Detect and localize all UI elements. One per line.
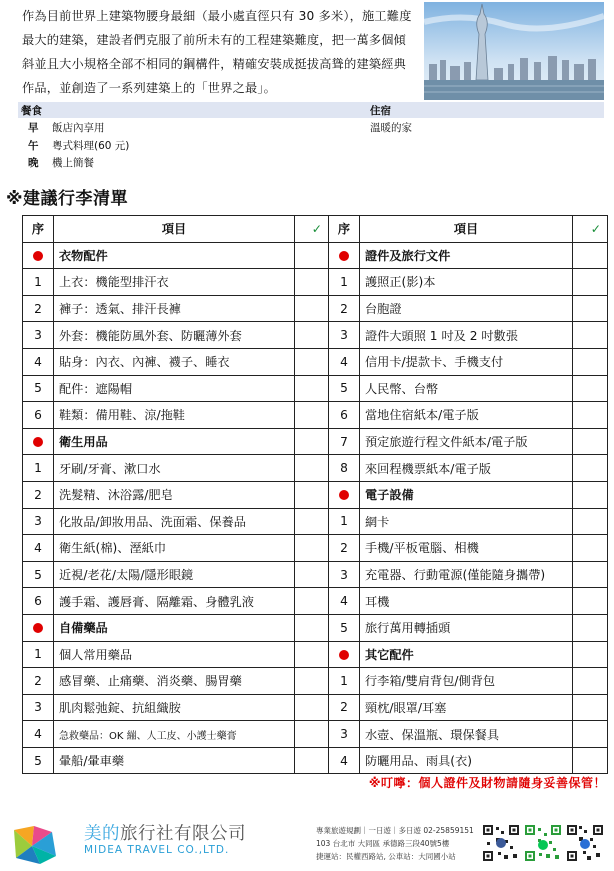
item-number: 2 <box>23 481 54 508</box>
item-text: 護手霜、護唇膏、隔離霜、身體乳液 <box>54 588 295 615</box>
item-text: 當地住宿紙本/電子版 <box>360 402 573 429</box>
meal-label: 午 <box>28 139 39 152</box>
company-name-rest: 旅行社有限公司 <box>120 824 246 844</box>
meal-row-breakfast <box>18 118 604 136</box>
item-number: 2 <box>329 295 360 322</box>
table-row <box>23 269 608 296</box>
item-text: 護照正(影)本 <box>360 269 573 296</box>
table-row <box>23 641 608 668</box>
category-title: 其它配件 <box>360 641 573 668</box>
table-row <box>23 561 608 588</box>
item-text: 感冒藥、止痛藥、消炎藥、腸胃藥 <box>54 668 295 695</box>
item-number: 5 <box>329 375 360 402</box>
check-box[interactable] <box>573 322 608 349</box>
check-box[interactable] <box>295 561 329 588</box>
item-text: 行李箱/雙肩背包/側背包 <box>360 668 573 695</box>
company-logo <box>12 822 76 870</box>
check-box[interactable] <box>573 455 608 482</box>
meal-row-lunch <box>18 136 604 154</box>
category-marker <box>23 614 54 641</box>
item-number: 8 <box>329 455 360 482</box>
item-text: 網卡 <box>360 508 573 535</box>
item-text: 近視/老花/太陽/隱形眼鏡 <box>54 561 295 588</box>
category-marker <box>329 481 360 508</box>
item-text: 防曬用品、雨具(衣) <box>360 747 573 774</box>
item-number: 3 <box>23 322 54 349</box>
check-box[interactable] <box>573 721 608 748</box>
table-row <box>23 402 608 429</box>
item-number: 2 <box>23 668 54 695</box>
item-text: 頸枕/眼罩/耳塞 <box>360 694 573 721</box>
check-box[interactable] <box>295 375 329 402</box>
table-row <box>23 614 608 641</box>
red-dot-icon <box>339 251 349 261</box>
company-info <box>316 824 474 863</box>
qr-code-line[interactable] <box>524 824 562 862</box>
item-number: 4 <box>23 721 54 748</box>
item-number: 3 <box>329 561 360 588</box>
check-box[interactable] <box>573 348 608 375</box>
category-title: 衣物配件 <box>54 242 295 269</box>
table-row <box>23 747 608 774</box>
item-text: 旅行萬用轉插頭 <box>360 614 573 641</box>
item-text: 急救藥品：OK 繃、人工皮、小護士藥膏 <box>54 721 295 748</box>
item-text: 暈船/暈車藥 <box>54 747 295 774</box>
item-text: 化妝品/卸妝用品、洗面霜、保養品 <box>54 508 295 535</box>
item-number: 4 <box>329 588 360 615</box>
meal-value: 粵式料理(60 元) <box>52 139 130 152</box>
item-text: 褲子：透氣、排汗長褲 <box>54 295 295 322</box>
header-check: ✓ <box>573 216 608 243</box>
check-box[interactable] <box>295 641 329 668</box>
item-number: 2 <box>23 295 54 322</box>
item-text: 信用卡/提款卡、手機支付 <box>360 348 573 375</box>
check-box[interactable] <box>295 322 329 349</box>
table-row <box>23 455 608 482</box>
table-row <box>23 721 608 748</box>
company-transit: 捷運站：民權西路站, 公車站：大同國小站 <box>316 852 456 861</box>
table-row <box>23 322 608 349</box>
item-number: 1 <box>329 668 360 695</box>
check-box[interactable] <box>295 721 329 748</box>
item-number: 5 <box>329 614 360 641</box>
check-box[interactable] <box>573 295 608 322</box>
item-number: 5 <box>23 747 54 774</box>
meal-value: 機上簡餐 <box>52 157 94 169</box>
check-box[interactable] <box>295 614 329 641</box>
check-box[interactable] <box>295 588 329 615</box>
red-dot-icon <box>339 650 349 660</box>
table-row <box>23 508 608 535</box>
item-text: 手機/平板電腦、相機 <box>360 535 573 562</box>
header-item: 項目 <box>54 216 295 243</box>
category-title: 自備藥品 <box>54 614 295 641</box>
item-number: 4 <box>23 535 54 562</box>
item-text: 證件大頭照 1 吋及 2 吋數張 <box>360 322 573 349</box>
item-text: 來回程機票紙本/電子版 <box>360 455 573 482</box>
meals-section <box>18 102 604 171</box>
item-text: 洗髮精、沐浴露/肥皂 <box>54 481 295 508</box>
item-number: 6 <box>329 402 360 429</box>
item-number: 7 <box>329 428 360 455</box>
check-box[interactable] <box>295 508 329 535</box>
section-title: ※建議行李清單 <box>6 189 129 209</box>
item-number: 3 <box>329 721 360 748</box>
item-number: 2 <box>329 535 360 562</box>
canton-tower-photo <box>424 2 604 100</box>
item-text: 水壺、保溫瓶、環保餐具 <box>360 721 573 748</box>
item-number: 1 <box>23 455 54 482</box>
check-box[interactable] <box>573 588 608 615</box>
reminder-note: ※叮嚀：個人證件及財物請隨身妥善保管！ <box>368 776 606 790</box>
item-text: 台胞證 <box>360 295 573 322</box>
item-number: 4 <box>329 348 360 375</box>
category-title: 衛生用品 <box>54 428 295 455</box>
table-row <box>23 481 608 508</box>
category-marker <box>329 242 360 269</box>
item-number: 4 <box>329 747 360 774</box>
meal-label: 晚 <box>28 157 39 169</box>
table-row <box>23 242 608 269</box>
check-box[interactable] <box>573 428 608 455</box>
item-number: 2 <box>329 694 360 721</box>
company-name-en: MIDEA TRAVEL CO.,LTD. <box>84 844 230 856</box>
table-row <box>23 348 608 375</box>
check-box[interactable] <box>573 668 608 695</box>
check-box[interactable] <box>295 402 329 429</box>
category-title: 證件及旅行文件 <box>360 242 573 269</box>
category-title: 電子設備 <box>360 481 573 508</box>
red-dot-icon <box>33 623 43 633</box>
check-box[interactable] <box>295 535 329 562</box>
check-box[interactable] <box>295 694 329 721</box>
company-name-prefix: 美的 <box>84 824 120 844</box>
item-text: 人民幣、台幣 <box>360 375 573 402</box>
category-marker <box>329 641 360 668</box>
item-text: 衛生紙(棉)、溼紙巾 <box>54 535 295 562</box>
item-text: 貼身：內衣、內褲、襪子、睡衣 <box>54 348 295 375</box>
item-number: 3 <box>23 508 54 535</box>
table-row <box>23 588 608 615</box>
check-box[interactable] <box>573 614 608 641</box>
company-name <box>84 820 246 845</box>
item-number: 5 <box>23 561 54 588</box>
meals-header-label: 餐食 <box>21 105 42 117</box>
lodging-value: 溫暖的家 <box>370 122 412 134</box>
company-services: 專業旅遊規劃｜一日遊｜多日遊 02-25859151 <box>316 826 474 835</box>
header-check: ✓ <box>295 216 329 243</box>
item-text: 配件：遮陽帽 <box>54 375 295 402</box>
check-box[interactable] <box>573 402 608 429</box>
item-number: 1 <box>23 269 54 296</box>
check-box[interactable] <box>295 348 329 375</box>
check-box[interactable] <box>573 508 608 535</box>
item-text: 耳機 <box>360 588 573 615</box>
packing-list-table <box>22 215 608 774</box>
item-number: 3 <box>23 694 54 721</box>
header-seq: 序 <box>329 216 360 243</box>
qr-code-facebook[interactable] <box>482 824 520 862</box>
category-marker <box>23 242 54 269</box>
category-marker <box>23 428 54 455</box>
red-dot-icon <box>33 437 43 447</box>
check-box[interactable] <box>295 242 329 269</box>
table-row <box>23 694 608 721</box>
check-box[interactable] <box>295 428 329 455</box>
table-row <box>23 375 608 402</box>
item-text: 鞋類：備用鞋、涼/拖鞋 <box>54 402 295 429</box>
header-item: 項目 <box>360 216 573 243</box>
check-box[interactable] <box>295 747 329 774</box>
table-header-row <box>23 216 608 243</box>
intro-paragraph: 作為目前世界上建築物腰身最細（最小處直徑只有 30 多米），施工難度最大的建築，建設者們克服了前所未有的工程建築難度，把一萬多個傾斜並且大小規格全部不相同的鋼構件，精確安裝成挺拔高聳的建築經典作品，並創造了一系列建築上的「世界之最」。 <box>22 9 412 95</box>
item-text: 外套：機能防風外套、防曬薄外套 <box>54 322 295 349</box>
lodging-header-label: 住宿 <box>370 105 391 117</box>
item-number: 1 <box>329 508 360 535</box>
check-box[interactable] <box>295 269 329 296</box>
item-text: 預定旅遊行程文件紙本/電子版 <box>360 428 573 455</box>
item-number: 6 <box>23 588 54 615</box>
item-text: 肌肉鬆弛錠、抗組織胺 <box>54 694 295 721</box>
red-dot-icon <box>33 251 43 261</box>
item-number: 6 <box>23 402 54 429</box>
red-dot-icon <box>339 490 349 500</box>
check-box[interactable] <box>295 455 329 482</box>
table-row <box>23 535 608 562</box>
check-box[interactable] <box>295 295 329 322</box>
table-row <box>23 428 608 455</box>
check-box[interactable] <box>295 481 329 508</box>
table-row <box>23 295 608 322</box>
item-text: 充電器、行動電源(僅能隨身攜帶) <box>360 561 573 588</box>
meal-row-dinner <box>18 153 604 171</box>
check-box[interactable] <box>573 375 608 402</box>
check-box[interactable] <box>573 242 608 269</box>
meal-label: 早 <box>28 122 39 134</box>
check-box[interactable] <box>573 641 608 668</box>
item-number: 4 <box>23 348 54 375</box>
check-box[interactable] <box>573 269 608 296</box>
check-box[interactable] <box>295 668 329 695</box>
item-number: 5 <box>23 375 54 402</box>
item-number: 3 <box>329 322 360 349</box>
packing-list-body <box>23 242 608 774</box>
check-box[interactable] <box>573 694 608 721</box>
check-box[interactable] <box>573 481 608 508</box>
item-text: 上衣：機能型排汗衣 <box>54 269 295 296</box>
item-number: 1 <box>23 641 54 668</box>
item-text: 牙刷/牙膏、漱口水 <box>54 455 295 482</box>
check-box[interactable] <box>573 747 608 774</box>
qr-code-website[interactable] <box>566 824 604 862</box>
meal-value: 飯店內享用 <box>52 122 105 134</box>
table-row <box>23 668 608 695</box>
meals-header <box>18 102 604 118</box>
company-address: 103 台北市 大同區 承德路三段40號5樓 <box>316 839 450 848</box>
check-box[interactable] <box>573 561 608 588</box>
check-box[interactable] <box>573 535 608 562</box>
item-text: 個人常用藥品 <box>54 641 295 668</box>
item-number: 1 <box>329 269 360 296</box>
header-seq: 序 <box>23 216 54 243</box>
